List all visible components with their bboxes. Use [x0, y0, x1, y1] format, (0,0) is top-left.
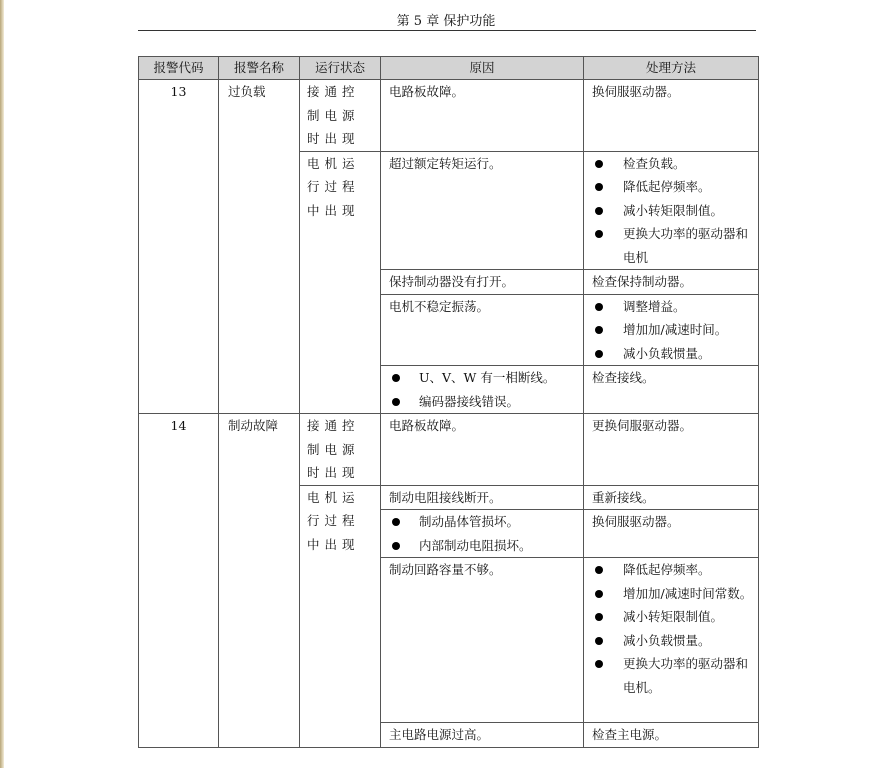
list-item: 编码器接线错误。	[389, 390, 579, 414]
list-item: 内部制动电阻损坏。	[389, 534, 579, 558]
cause-cell	[381, 366, 584, 414]
cause-cell: 制动回路容量不够。	[381, 558, 584, 723]
fix-cell	[584, 558, 759, 723]
col-header-fix: 处理方法	[584, 57, 759, 80]
fix-cell: 重新接线。	[584, 485, 759, 510]
col-header-name: 报警名称	[219, 57, 300, 80]
table-row	[139, 80, 759, 152]
list-item: 减小转矩限制值。	[592, 605, 754, 629]
alarm-code: 14	[139, 414, 219, 748]
cause-cell: 制动电阻接线断开。	[381, 485, 584, 510]
cause-cell: 电机不稳定振荡。	[381, 294, 584, 366]
list-item: 减小转矩限制值。	[592, 199, 754, 223]
list-item: 检查负载。	[592, 152, 754, 176]
cause-cell: 主电路电源过高。	[381, 723, 584, 748]
page-edge	[0, 0, 4, 768]
alarm-code: 13	[139, 80, 219, 414]
cause-cell: 保持制动器没有打开。	[381, 270, 584, 295]
fix-cell: 检查接线。	[584, 366, 759, 414]
list-item: 减小负载惯量。	[592, 342, 754, 366]
list-item: 调整增益。	[592, 295, 754, 319]
list-item: 增加加/减速时间常数。	[592, 582, 754, 606]
fix-cell: 更换伺服驱动器。	[584, 414, 759, 486]
cause-cell: 电路板故障。	[381, 80, 584, 152]
cause-cell	[381, 510, 584, 558]
alarm-name: 制动故障	[219, 414, 300, 748]
table-header-row	[139, 57, 759, 80]
chapter-header: 第 5 章 保护功能	[396, 14, 496, 29]
run-state: 接通控制电源时出现	[300, 414, 381, 486]
col-header-state: 运行状态	[300, 57, 381, 80]
cause-cell: 电路板故障。	[381, 414, 584, 486]
list-item: 制动晶体管损坏。	[389, 510, 579, 534]
alarm-table	[138, 56, 759, 748]
run-state: 电机运行过程中出现	[300, 151, 381, 414]
fix-cell: 检查保持制动器。	[584, 270, 759, 295]
list-item: 更换大功率的驱动器和电机	[592, 222, 754, 269]
run-state: 电机运行过程中出现	[300, 485, 381, 747]
alarm-name: 过负载	[219, 80, 300, 414]
col-header-code: 报警代码	[139, 57, 219, 80]
run-state: 接通控制电源时出现	[300, 80, 381, 152]
fix-cell: 换伺服驱动器。	[584, 80, 759, 152]
list-item: 降低起停频率。	[592, 175, 754, 199]
col-header-cause: 原因	[381, 57, 584, 80]
list-item: 更换大功率的驱动器和电机。	[592, 652, 754, 699]
list-item: 降低起停频率。	[592, 558, 754, 582]
table-row	[139, 414, 759, 486]
list-item: 减小负载惯量。	[592, 629, 754, 653]
header-rule	[138, 30, 756, 31]
cause-cell: 超过额定转矩运行。	[381, 151, 584, 270]
fix-cell	[584, 151, 759, 270]
fix-cell	[584, 294, 759, 366]
fix-cell: 换伺服驱动器。	[584, 510, 759, 558]
list-item: U、V、W 有一相断线。	[389, 366, 579, 390]
fix-cell: 检查主电源。	[584, 723, 759, 748]
list-item: 增加加/减速时间。	[592, 318, 754, 342]
